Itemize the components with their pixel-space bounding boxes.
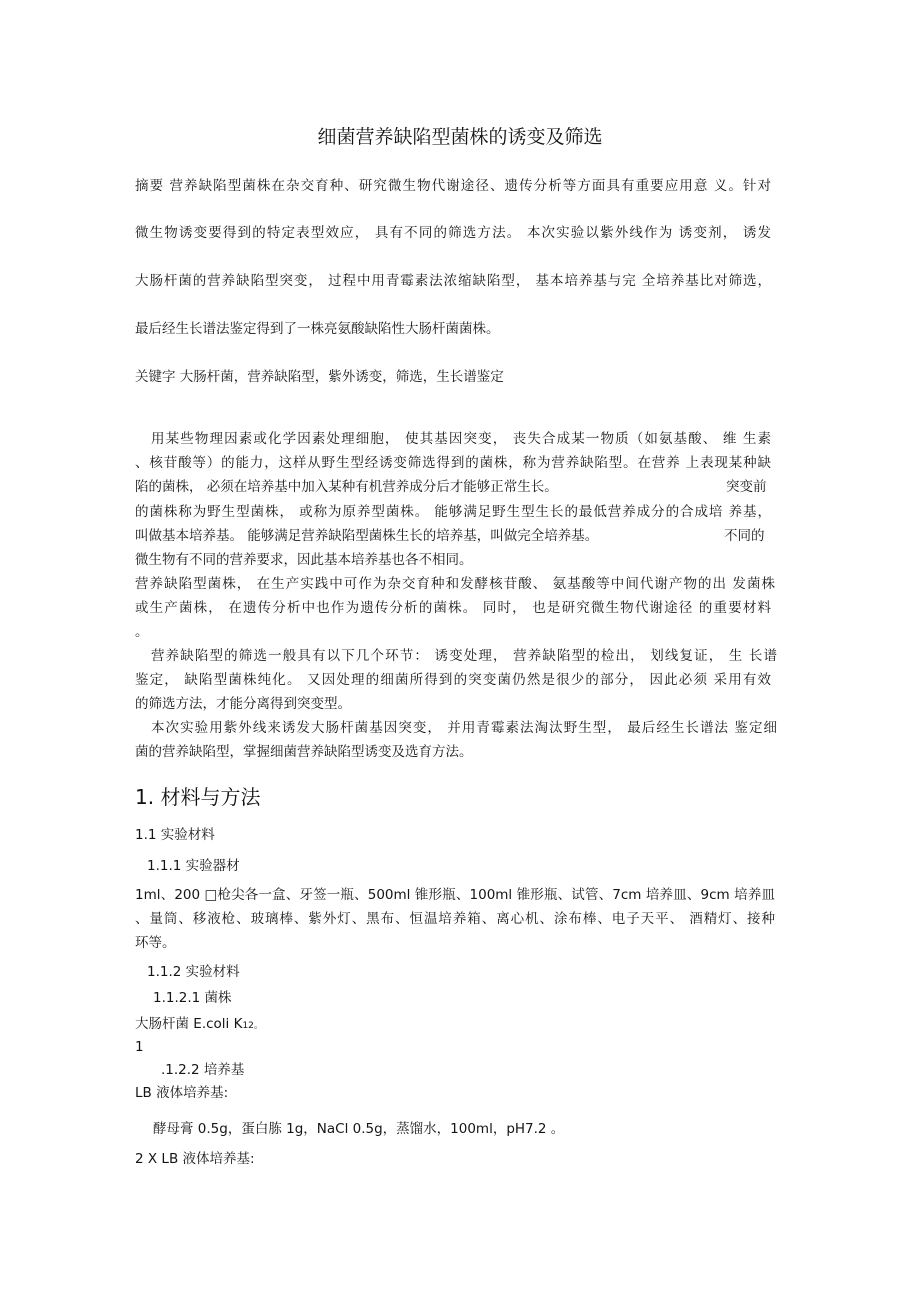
section-heading: 1. 材料与方法 — [135, 785, 261, 809]
strain-subscript: 12 — [242, 1021, 254, 1031]
medium-label: LB 液体培养基: — [135, 1085, 229, 1101]
intro-line: 陷的菌株， 必须在培养基中加入某种有机营养成分后才能够正常生长。 — [135, 479, 558, 495]
intro-line: 或生产菌株， 在遗传分析中也作为遗传分析的菌株。 同时， 也是研究微生物代谢途径 的重要材料 — [135, 600, 771, 616]
abstract-line: 大肠杆菌的营养缺陷型突变， 过程中用青霉素法浓缩缺陷型， 基本培养基与完 全培养基比对筛选， — [135, 273, 771, 289]
strain-end: 。 — [253, 1021, 263, 1031]
intro-line: 本次实验用紫外线来诱发大肠杆菌基因突变， 并用青霉素法淘汰野生型， 最后经生长谱法 鉴定细 — [151, 720, 777, 736]
intro-line: 鉴定， 缺陷型菌株纯化。 又因处理的细菌所得到的突变菌仍然是很少的部分， 因此必须 采用有效 — [135, 672, 771, 688]
intro-line: 。 — [135, 624, 149, 640]
abstract-line: 摘要 营养缺陷型菌株在杂交育种、研究微生物代谢途径、遗传分析等方面具有重要应用意 义。针对 — [135, 178, 771, 194]
intro-line: 营养缺陷型菌株， 在生产实践中可作为杂交育种和发酵核苷酸、 氨基酸等中间代谢产物的出 发菌株 — [135, 576, 775, 592]
strain-line — [135, 1015, 263, 1035]
stray-number: 1 — [135, 1039, 144, 1055]
intro-line: 叫做基本培养基。 能够满足营养缺陷型菌株生长的培养基，叫做完全培养基。 — [135, 528, 599, 544]
intro-line: 不同的 — [724, 528, 765, 544]
page-title: 细菌营养缺陷型菌株的诱变及筛选 — [317, 126, 603, 148]
intro-line: 突变前 — [726, 479, 767, 495]
intro-line: 用某些物理因素或化学因素处理细胞， 使其基因突变， 丧失合成某一物质（如氨基酸、 维 生素 — [151, 431, 771, 447]
intro-line: 营养缺陷型的筛选一般具有以下几个环节： 诱变处理， 营养缺陷型的检出， 划线复证， 生 长谱 — [151, 648, 777, 664]
abstract-line: 微生物诱变要得到的特定表型效应， 具有不同的筛选方法。 本次实验以紫外线作为 诱变剂， 诱发 — [135, 225, 771, 241]
abstract-line: 最后经生长谱法鉴定得到了一株亮氨酸缺陷性大肠杆菌菌株。 — [135, 321, 500, 337]
subsection-heading: 1.1 实验材料 — [135, 827, 215, 843]
subsubsubsection-heading: .1.2.2 培养基 — [161, 1062, 245, 1078]
intro-line: 、核苷酸等）的能力，这样从野生型经诱变筛选得到的菌株，称为营养缺陷型。在营养 上表现某种缺 — [135, 455, 771, 471]
intro-line: 的筛选方法，才能分离得到突变型。 — [135, 696, 351, 712]
intro-line: 菌的营养缺陷型，掌握细菌营养缺陷型诱变及选育方法。 — [135, 744, 473, 760]
equipment-line: 环等。 — [135, 935, 176, 951]
medium-recipe: 酵母膏 0.5g，蛋白胨 1g，NaCl 0.5g，蒸馏水，100ml，pH7.2 。 — [153, 1121, 565, 1137]
intro-line: 微生物有不同的营养要求，因此基本培养基也各不相同。 — [135, 552, 473, 568]
keywords: 关键字 大肠杆菌，营养缺陷型，紫外诱变，筛选，生长谱鉴定 — [135, 369, 504, 385]
equipment-line: 1ml、200 □枪尖各一盒、牙签一瓶、500ml 锥形瓶、100ml 锥形瓶、试管、7cm 培养皿、9cm 培养皿 — [135, 887, 775, 903]
intro-line: 的菌株称为野生型菌株， 或称为原养型菌株。 能够满足野生型生长的最低营养成分的合成培 养基， — [135, 504, 771, 520]
equipment-line: 、量筒、移液枪、玻璃棒、紫外灯、黑布、恒温培养箱、离心机、涂布棒、电子天平、 酒精灯、接种 — [135, 911, 775, 927]
subsubsection-heading: 1.1.1 实验器材 — [147, 858, 240, 874]
subsubsection-heading: 1.1.2 实验材料 — [147, 964, 240, 980]
strain-text: 大肠杆菌 E.coli K — [135, 1016, 243, 1032]
subsubsubsection-heading: 1.1.2.1 菌株 — [153, 990, 232, 1006]
medium-label: 2 X LB 液体培养基: — [135, 1151, 255, 1167]
